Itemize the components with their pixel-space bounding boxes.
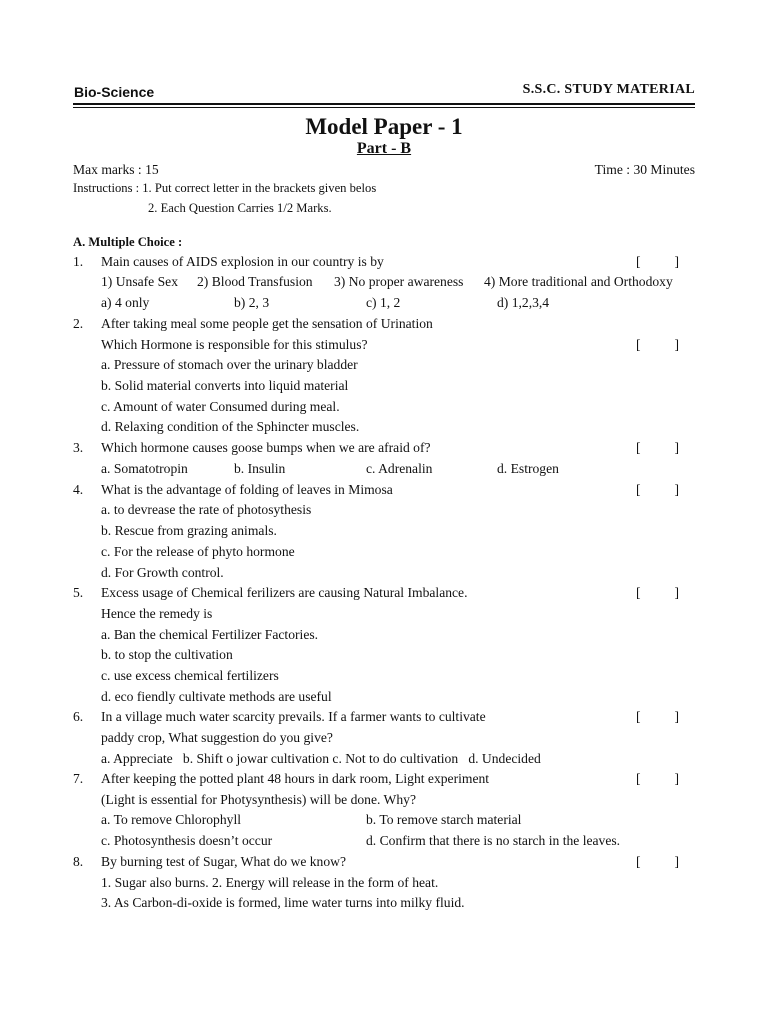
question-text-cont: paddy crop, What suggestion do you give? [101, 730, 333, 745]
option: c. use excess chemical fertilizers [101, 668, 279, 683]
option: c. Photosynthesis doesn’t occur [101, 833, 273, 848]
option: a. Pressure of stomach over the urinary bladder [101, 357, 358, 372]
option: a. To remove Chlorophyll [101, 812, 241, 827]
study-material-header: S.S.C. STUDY MATERIAL [522, 82, 695, 97]
statement: 1. Sugar also burns. 2. Energy will release in the form of heat. [101, 875, 439, 890]
question-number: 6. [73, 709, 84, 724]
statement: 3) No proper awareness [334, 274, 464, 289]
option: a. to devrease the rate of photosythesis [101, 502, 312, 517]
question-number: 5. [73, 585, 84, 600]
question-number: 3. [73, 440, 84, 455]
max-marks: Max marks : 15 [73, 162, 159, 177]
question-text: In a village much water scarcity prevails. If a farmer wants to cultivate [101, 709, 486, 724]
option: c) 1, 2 [366, 295, 401, 310]
option: d) 1,2,3,4 [497, 295, 550, 310]
answer-bracket[interactable]: [ ] [636, 854, 680, 869]
header-rule-thin [73, 107, 695, 108]
option: d. For Growth control. [101, 565, 224, 580]
option: d. Relaxing condition of the Sphincter muscles. [101, 419, 360, 434]
part-heading: Part - B [356, 140, 412, 157]
question-text: By burning test of Sugar, What do we know? [101, 854, 346, 869]
option: b. to stop the cultivation [101, 647, 233, 662]
option: c. For the release of phyto hormone [101, 544, 295, 559]
question-number: 4. [73, 482, 84, 497]
statement: 3. As Carbon-di-oxide is formed, lime water turns into milky fluid. [101, 895, 465, 910]
question-number: 2. [73, 316, 84, 331]
question-text: After keeping the potted plant 48 hours in dark room, Light experiment [101, 771, 490, 786]
option: b. Insulin [234, 461, 286, 476]
option: a) 4 only [101, 295, 150, 310]
subject-header: Bio-Science [74, 84, 155, 100]
question-text-cont: Hence the remedy is [101, 606, 213, 621]
option: a. Somatotropin [101, 461, 188, 476]
options-line: a. Appreciate b. Shift o jowar cultivation c. Not to do cultivation d. Undecided [101, 751, 541, 766]
option: b. Solid material converts into liquid material [101, 378, 349, 393]
statement: 4) More traditional and Orthodoxy [484, 274, 673, 289]
header-rule [73, 103, 695, 105]
page-title: Model Paper - 1 [305, 114, 463, 139]
option: d. Confirm that there is no starch in the leaves. [366, 833, 621, 848]
question-number: 7. [73, 771, 84, 786]
statement: 2) Blood Transfusion [197, 274, 313, 289]
question-text: Excess usage of Chemical ferilizers are causing Natural Imbalance. [101, 585, 468, 600]
option: b. To remove starch material [366, 812, 522, 827]
question-text: After taking meal some people get the sensation of Urination [101, 316, 433, 331]
question-number: 1. [73, 254, 84, 269]
statement: 1) Unsafe Sex [101, 274, 179, 289]
option: c. Adrenalin [366, 461, 433, 476]
option: a. Ban the chemical Fertilizer Factories. [101, 627, 319, 642]
option: b. Rescue from grazing animals. [101, 523, 277, 538]
question-text: Which hormone causes goose bumps when we are afraid of? [101, 440, 431, 455]
option: c. Amount of water Consumed during meal. [101, 399, 340, 414]
time-limit: Time : 30 Minutes [594, 162, 695, 177]
answer-bracket[interactable]: [ ] [636, 254, 680, 269]
answer-bracket[interactable]: [ ] [636, 482, 680, 497]
answer-bracket[interactable]: [ ] [636, 585, 680, 600]
option: d. eco fiendly cultivate methods are useful [101, 689, 332, 704]
answer-bracket[interactable]: [ ] [636, 771, 680, 786]
answer-bracket[interactable]: [ ] [636, 440, 680, 455]
answer-bracket[interactable]: [ ] [636, 709, 680, 724]
question-text: Main causes of AIDS explosion in our country is by [101, 254, 384, 269]
question-text-cont: (Light is essential for Photysynthesis) will be done. Why? [101, 792, 417, 807]
option: b) 2, 3 [234, 295, 270, 310]
question-number: 8. [73, 854, 84, 869]
instructions-line-2: 2. Each Question Carries 1/2 Marks. [148, 201, 332, 215]
section-heading: A. Multiple Choice : [73, 235, 183, 249]
answer-bracket[interactable]: [ ] [636, 337, 680, 352]
instructions-line-1: Instructions : 1. Put correct letter in the brackets given belos [73, 181, 377, 195]
option: d. Estrogen [497, 461, 559, 476]
question-text-cont: Which Hormone is responsible for this stimulus? [101, 337, 368, 352]
question-text: What is the advantage of folding of leaves in Mimosa [101, 482, 393, 497]
